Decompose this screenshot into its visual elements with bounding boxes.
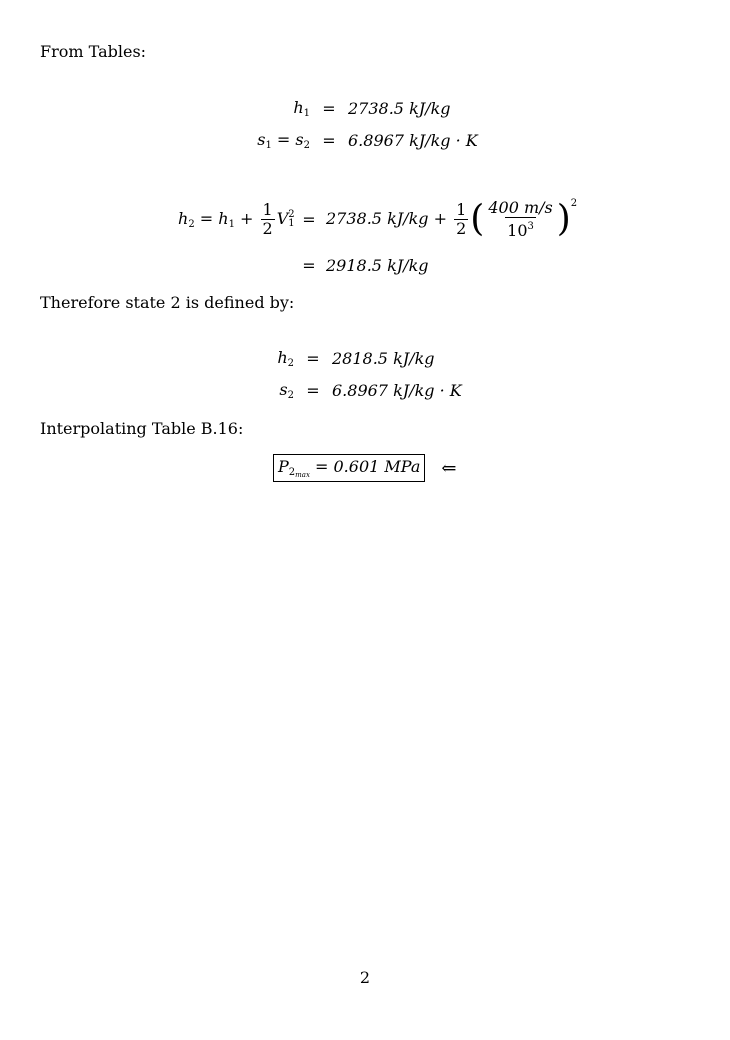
equation-h2-calc-lhs: $h_2 = h_1$ + $\frac{1}{2}$ V 2 1 <box>178 199 295 238</box>
page-number: 2 <box>359 968 371 987</box>
equation-h2-result-rhs: 2918.5 kJ/kg <box>326 256 429 275</box>
equation-h1 <box>230 98 451 119</box>
interpolating-text: Interpolating Table B.16: <box>40 419 244 438</box>
equation-h2-calc <box>178 198 577 240</box>
equals-sign: = <box>322 131 336 150</box>
equals-sign: = <box>302 209 316 229</box>
equation-s1-lhs: $s_1 = s_2$ <box>257 130 310 151</box>
answer-box: $P_{2_{max}} = 0.601$ MPa <box>273 454 425 482</box>
state2-s2-lhs: $s_2$ <box>279 380 294 401</box>
answer-equation <box>273 454 456 482</box>
state2-s2-rhs: 6.8967 kJ/kg · K <box>332 381 462 400</box>
equals-sign: = <box>306 349 320 368</box>
equation-s1 <box>230 130 478 151</box>
therefore-text: Therefore state 2 is defined by: <box>40 293 295 312</box>
state2-s2 <box>264 380 462 401</box>
state2-h2-lhs: $h_2$ <box>277 348 294 369</box>
fraction-velocity: $\frac{400 m/s}{10^3}$ <box>488 198 553 240</box>
from-tables-text: From Tables: <box>40 42 147 61</box>
fraction-half: $\frac{1}{2}$ <box>262 199 273 238</box>
equation-h1-lhs: $h_1$ <box>293 98 310 119</box>
equation-s1-rhs: 6.8967 kJ/kg · K <box>348 131 478 150</box>
state2-h2-rhs: 2818.5 kJ/kg <box>332 349 435 368</box>
equals-sign: = <box>302 256 316 275</box>
state2-h2 <box>264 348 435 369</box>
equation-h2-result <box>178 256 429 275</box>
fraction-half: $\frac{1}{2}$ <box>456 200 467 238</box>
equals-sign: = <box>306 381 320 400</box>
answer-arrow-icon: ⇐ <box>441 457 457 479</box>
equation-h2-calc-rhs: 2738.5 kJ/kg + $\frac{1}{2}$ ( $\frac{400 m/s}{10^3}$ )$^2$ <box>326 198 578 240</box>
equals-sign: = <box>322 99 336 118</box>
equation-h1-rhs: 2738.5 kJ/kg <box>348 99 451 118</box>
